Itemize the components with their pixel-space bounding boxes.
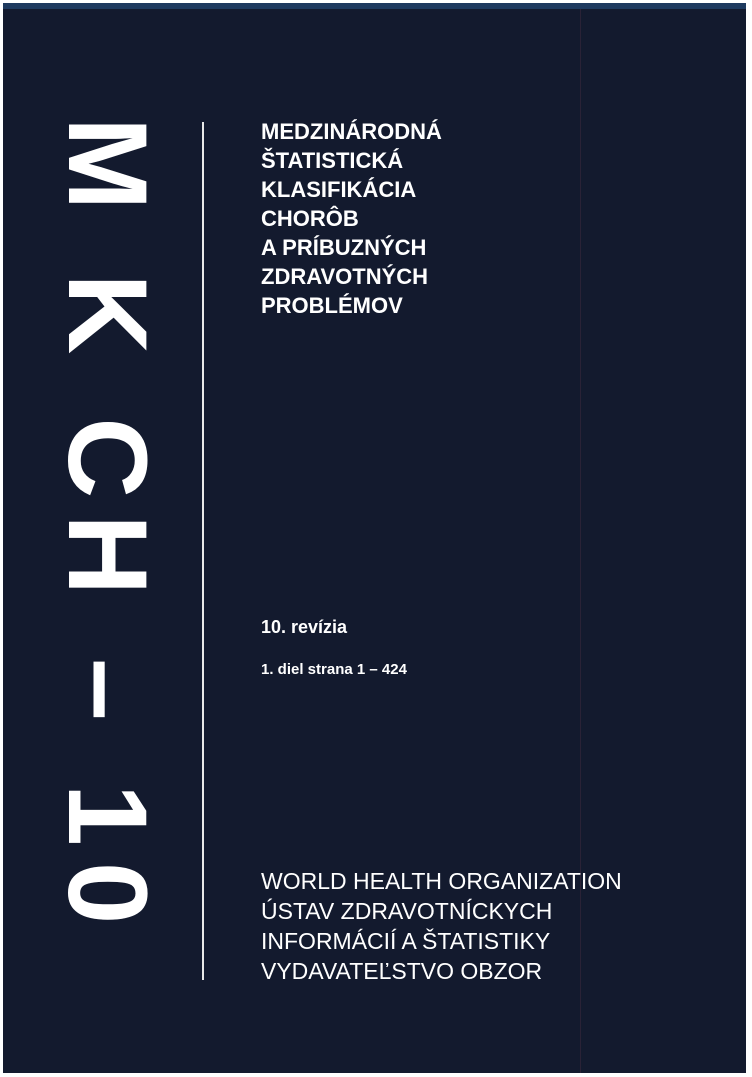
volume-label: 1. diel strana 1 – 424 bbox=[261, 661, 407, 678]
title-line: MEDZINÁRODNÁ bbox=[261, 119, 442, 144]
publisher-line: WORLD HEALTH ORGANIZATION bbox=[261, 868, 622, 894]
title-line: KLASIFIKÁCIA bbox=[261, 177, 417, 202]
revision-label: 10. revízia bbox=[261, 617, 348, 637]
title-line: A PRÍBUZNÝCH bbox=[261, 235, 427, 260]
title-line: CHORÔB bbox=[261, 206, 359, 231]
title-line: PROBLÉMOV bbox=[261, 293, 403, 318]
publisher-line: ÚSTAV ZDRAVOTNÍCKYCH bbox=[261, 898, 553, 924]
book-cover bbox=[3, 3, 746, 1073]
title-line: ZDRAVOTNÝCH bbox=[261, 264, 429, 289]
vertical-title: M K CH – 10 bbox=[45, 117, 170, 941]
publishers-block bbox=[261, 866, 622, 986]
title-line: ŠTATISTICKÁ bbox=[261, 148, 404, 173]
publisher-line: INFORMÁCIÍ A ŠTATISTIKY bbox=[261, 928, 551, 954]
classification-title bbox=[261, 117, 442, 320]
publisher-line: VYDAVATEĽSTVO OBZOR bbox=[261, 958, 543, 984]
vertical-divider bbox=[202, 122, 204, 980]
